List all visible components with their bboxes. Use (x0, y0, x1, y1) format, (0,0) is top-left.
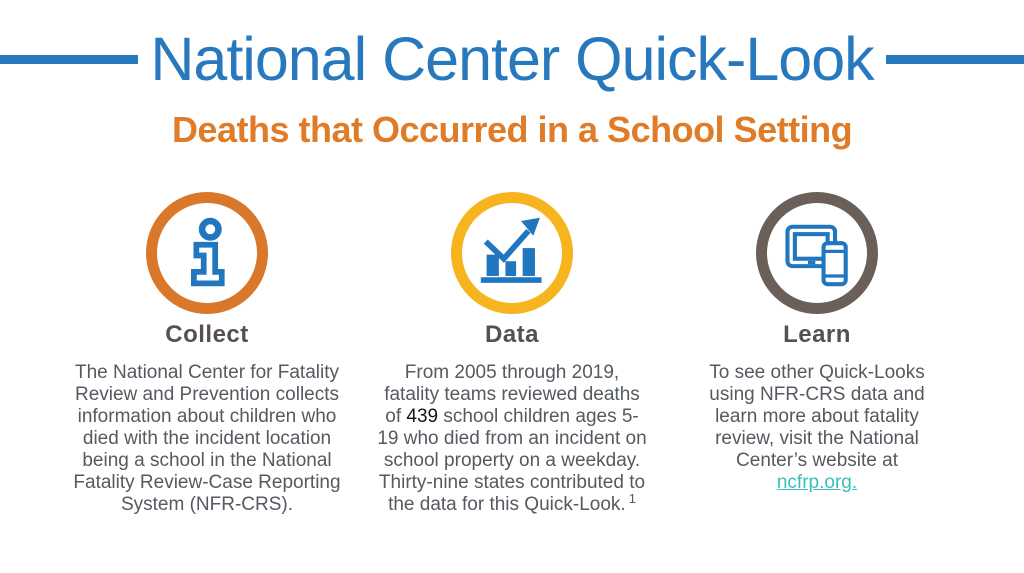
ncfrp-link[interactable]: ncfrp.org. (776, 472, 858, 494)
page-subtitle: Deaths that Occurred in a School Setting (171, 109, 853, 150)
collect-label: Collect (165, 321, 249, 348)
info-icon (166, 212, 248, 294)
title-dash-left (0, 55, 138, 64)
footnote-marker: 1 (628, 490, 636, 506)
data-text (376, 362, 648, 516)
data-text-before: From 2005 through 2019, fatality teams reviewed deaths of (384, 362, 640, 428)
data-label: Data (484, 321, 540, 348)
deaths-count: 439 (406, 406, 439, 428)
collect-text: The National Center for Fatality Review and Prevention collects information about children who died with the incident location being a school in the National Fatality Review-Case Reporting System (NFR-CRS). (73, 362, 341, 516)
header (0, 0, 1024, 148)
collect-circle (146, 192, 268, 314)
column-learn (665, 192, 970, 516)
learn-text (707, 362, 927, 494)
learn-label: Learn (783, 321, 851, 348)
data-text-after: school children ages 5-19 who died from an incident on school property on a weekday. Thirty-nine states contributed to the data for this Quick-Look. (377, 406, 647, 516)
column-data (360, 192, 665, 516)
title-dash-right (886, 55, 1024, 64)
page-title: National Center Quick-Look (150, 24, 874, 93)
data-circle (451, 192, 573, 314)
bar-chart-icon (471, 212, 553, 294)
content-columns (0, 192, 1024, 516)
learn-text-before: To see other Quick-Looks using NFR-CRS data and learn more about fatality review, visit the National Center’s website at (709, 362, 925, 472)
title-row (0, 18, 1024, 100)
learn-circle (756, 192, 878, 314)
column-collect (55, 192, 360, 516)
devices-icon (776, 212, 858, 294)
